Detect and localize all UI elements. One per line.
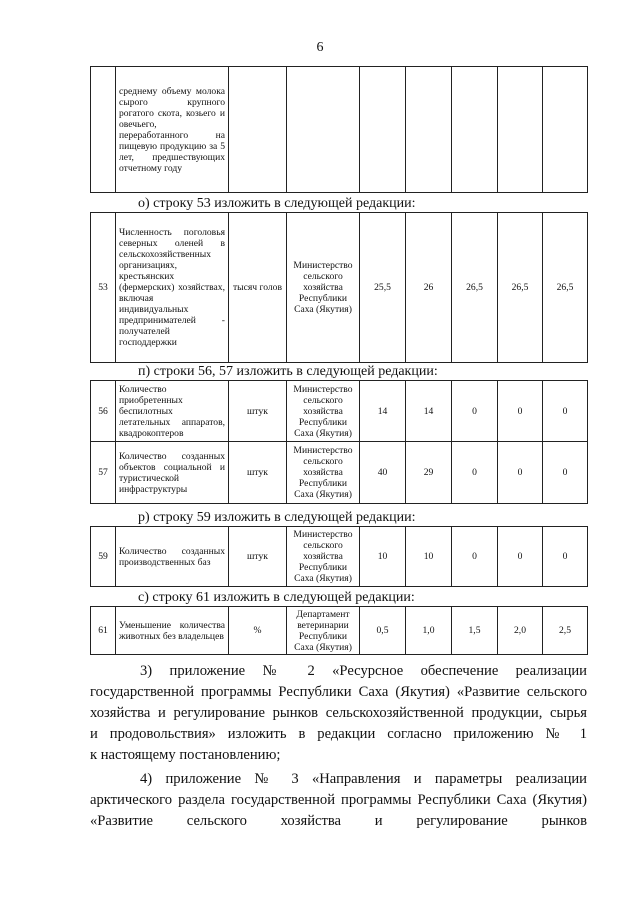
- cell-ministry: Министерство сельского хозяйства Республики Саха (Якутия): [287, 442, 360, 504]
- table-row-61: [90, 606, 588, 655]
- page-number: 6: [316, 40, 324, 55]
- cell-value: 1,0: [406, 607, 452, 655]
- cell-num: 59: [91, 527, 116, 587]
- cell-num: 56: [91, 381, 116, 442]
- cell-unit: тысяч голов: [229, 213, 287, 363]
- text-line: хозяйства и регулирование рынков сельскохозяйственной продукции, сырья: [90, 705, 587, 721]
- text-line: «Развитие сельского хозяйства и регулирование рынков: [90, 813, 587, 829]
- text-line: государственной программы Республики Саха (Якутия) «Развитие сельского: [90, 684, 587, 700]
- table-row: [91, 67, 588, 193]
- cell-value: 10: [360, 527, 406, 587]
- cell-unit: [229, 67, 287, 193]
- cell-value: 26: [406, 213, 452, 363]
- cell-value: 0: [498, 381, 543, 442]
- cell-value: 0: [543, 381, 588, 442]
- cell-num: 53: [91, 213, 116, 363]
- cell-unit: %: [229, 607, 287, 655]
- cell-value: [406, 67, 452, 193]
- table-row: [91, 213, 588, 363]
- cell-value: 0: [498, 527, 543, 587]
- cell-desc: Количество созданных объектов социальной и туристической инфраструктуры: [116, 442, 229, 504]
- cell-ministry: [287, 67, 360, 193]
- cell-desc: Численность поголовья северных оленей в сельскохозяйственных организациях, крестьянских (фермерских) хозяйствах, включая индивидуальных предпринимателей - получателей господдержки: [116, 213, 229, 363]
- cell-value: [543, 67, 588, 193]
- cell-ministry: Департамент ветеринарии Республики Саха (Якутия): [287, 607, 360, 655]
- cell-desc: Уменьшение количества животных без владельцев: [116, 607, 229, 655]
- text-line: и продовольствия» изложить в редакции согласно приложению № 1: [90, 726, 587, 742]
- table-row: [91, 607, 588, 655]
- cell-value: 0: [498, 442, 543, 504]
- cell-value: 0: [452, 381, 498, 442]
- paragraph-item-4: [90, 769, 587, 832]
- cell-value: 0: [543, 527, 588, 587]
- cell-num: 57: [91, 442, 116, 504]
- cell-value: 10: [406, 527, 452, 587]
- cell-ministry: Министерство сельского хозяйства Республики Саха (Якутия): [287, 381, 360, 442]
- cell-value: 29: [406, 442, 452, 504]
- cell-unit: штук: [229, 381, 287, 442]
- cell-value: [498, 67, 543, 193]
- section-caption-56-57: п) строки 56, 57 изложить в следующей редакции:: [138, 364, 438, 379]
- cell-desc: Количество созданных производственных баз: [116, 527, 229, 587]
- cell-value: 14: [406, 381, 452, 442]
- cell-value: 0: [452, 442, 498, 504]
- cell-value: 0: [543, 442, 588, 504]
- cell-value: 1,5: [452, 607, 498, 655]
- cell-ministry: Министерство сельского хозяйства Республики Саха (Якутия): [287, 213, 360, 363]
- table-row: [91, 381, 588, 442]
- cell-num: [91, 67, 116, 193]
- cell-value: 0: [452, 527, 498, 587]
- cell-value: 2,0: [498, 607, 543, 655]
- cell-value: 0,5: [360, 607, 406, 655]
- text-line: арктического раздела государственной программы Республики Саха (Якутия): [90, 792, 587, 808]
- cell-unit: штук: [229, 442, 287, 504]
- cell-value: [452, 67, 498, 193]
- cell-unit: штук: [229, 527, 287, 587]
- cell-value: 26,5: [452, 213, 498, 363]
- table-row: [91, 442, 588, 504]
- table-fragment-top: [90, 66, 588, 193]
- table-row-53: [90, 212, 588, 363]
- cell-desc: Количество приобретенных беспилотных летательных аппаратов, квадрокоптеров: [116, 381, 229, 442]
- cell-value: 2,5: [543, 607, 588, 655]
- cell-desc: среднему объему молока сырого крупного рогатого скота, козьего и овечьего, переработанного на пищевую продукцию за 5 лет, предшествующих отчетному году: [116, 67, 229, 193]
- text-line: к настоящему постановлению;: [90, 747, 281, 763]
- cell-value: 40: [360, 442, 406, 504]
- text-line: 3) приложение № 2 «Ресурсное обеспечение реализации: [140, 663, 587, 679]
- cell-value: 25,5: [360, 213, 406, 363]
- section-caption-61: с) строку 61 изложить в следующей редакции:: [138, 590, 415, 605]
- section-caption-59: р) строку 59 изложить в следующей редакции:: [138, 510, 416, 525]
- cell-num: 61: [91, 607, 116, 655]
- table-row-59: [90, 526, 588, 587]
- table-row: [91, 527, 588, 587]
- paragraph-item-3: [90, 661, 587, 766]
- cell-value: [360, 67, 406, 193]
- cell-value: 26,5: [498, 213, 543, 363]
- section-caption-53: о) строку 53 изложить в следующей редакции:: [138, 196, 416, 211]
- cell-value: 26,5: [543, 213, 588, 363]
- text-line: 4) приложение № 3 «Направления и параметры реализации: [140, 771, 587, 787]
- cell-ministry: Министерство сельского хозяйства Республики Саха (Якутия): [287, 527, 360, 587]
- table-rows-56-57: [90, 380, 588, 504]
- cell-value: 14: [360, 381, 406, 442]
